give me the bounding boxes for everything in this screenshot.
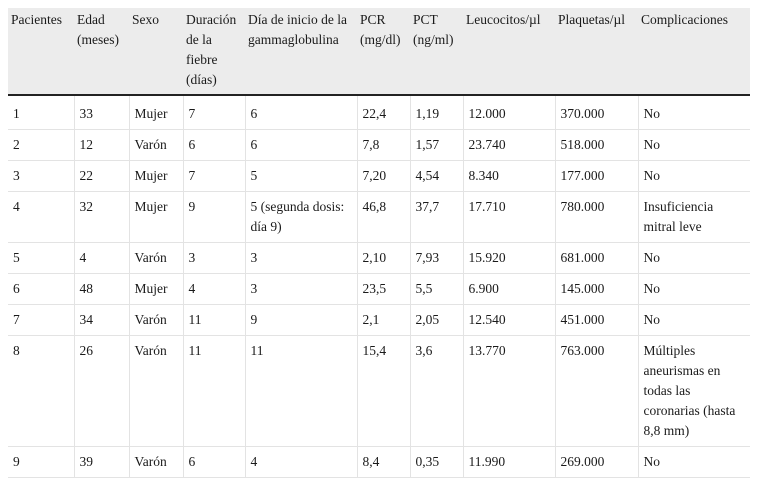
- table-cell: 763.000: [555, 336, 638, 447]
- table-cell: 5: [8, 243, 74, 274]
- table-cell: 23,5: [357, 274, 410, 305]
- table-cell: No: [638, 243, 750, 274]
- table-cell: No: [638, 130, 750, 161]
- table-cell: 12.540: [463, 305, 555, 336]
- table-cell: 7: [183, 95, 245, 130]
- table-cell: Varón: [129, 447, 183, 478]
- table-cell: 5 (segunda dosis: día 9): [245, 192, 357, 243]
- table-cell: Varón: [129, 336, 183, 447]
- table-cell: Mujer: [129, 161, 183, 192]
- table-cell: 8,4: [357, 447, 410, 478]
- col-header: Duración de la fiebre (días): [183, 8, 245, 95]
- table-cell: 11: [245, 336, 357, 447]
- table-row: [8, 336, 750, 447]
- table-cell: 4: [8, 192, 74, 243]
- table-cell: Mujer: [129, 274, 183, 305]
- table-cell: 34: [74, 305, 129, 336]
- table-cell: 26: [74, 336, 129, 447]
- table-cell: Varón: [129, 305, 183, 336]
- table-cell: 1: [8, 95, 74, 130]
- col-header: Plaquetas/µl: [555, 8, 638, 95]
- table-cell: 17.710: [463, 192, 555, 243]
- patients-table: [8, 8, 750, 478]
- table-cell: 681.000: [555, 243, 638, 274]
- table-cell: 3: [8, 161, 74, 192]
- table-cell: 7: [183, 161, 245, 192]
- table-cell: Varón: [129, 243, 183, 274]
- table-cell: 6: [245, 95, 357, 130]
- table-cell: 7,93: [410, 243, 463, 274]
- col-header: Complicaciones: [638, 8, 750, 95]
- table-cell: Mujer: [129, 192, 183, 243]
- col-header: Sexo: [129, 8, 183, 95]
- col-header: PCT (ng/ml): [410, 8, 463, 95]
- table-cell: 11: [183, 336, 245, 447]
- table-cell: 4: [183, 274, 245, 305]
- table-cell: No: [638, 447, 750, 478]
- col-header: PCR (mg/dl): [357, 8, 410, 95]
- table-cell: 4: [74, 243, 129, 274]
- table-cell: 177.000: [555, 161, 638, 192]
- table-cell: 7: [8, 305, 74, 336]
- table-cell: 2,05: [410, 305, 463, 336]
- table-cell: 1,57: [410, 130, 463, 161]
- table-cell: 32: [74, 192, 129, 243]
- table-row: [8, 95, 750, 130]
- col-header: Día de inicio de la gammaglobulina: [245, 8, 357, 95]
- table-cell: 23.740: [463, 130, 555, 161]
- table-cell: 33: [74, 95, 129, 130]
- table-cell: 6: [183, 447, 245, 478]
- table-cell: 269.000: [555, 447, 638, 478]
- table-cell: 3: [245, 274, 357, 305]
- table-cell: 9: [183, 192, 245, 243]
- table-cell: 6: [8, 274, 74, 305]
- table-cell: 4: [245, 447, 357, 478]
- table-cell: 37,7: [410, 192, 463, 243]
- table-cell: 780.000: [555, 192, 638, 243]
- table-cell: 451.000: [555, 305, 638, 336]
- table-cell: 9: [245, 305, 357, 336]
- table-cell: No: [638, 305, 750, 336]
- table-row: [8, 243, 750, 274]
- table-row: [8, 305, 750, 336]
- table-cell: No: [638, 161, 750, 192]
- table-cell: 370.000: [555, 95, 638, 130]
- table-cell: 5: [245, 161, 357, 192]
- table-cell: 15.920: [463, 243, 555, 274]
- table-row: [8, 447, 750, 478]
- table-cell: Múltiples aneurismas en todas las coronarias (hasta 8,8 mm): [638, 336, 750, 447]
- table-cell: 12: [74, 130, 129, 161]
- table-cell: 46,8: [357, 192, 410, 243]
- table-cell: 6.900: [463, 274, 555, 305]
- table-cell: 12.000: [463, 95, 555, 130]
- table-cell: 48: [74, 274, 129, 305]
- col-header: Pacientes: [8, 8, 74, 95]
- table-body: [8, 95, 750, 478]
- table-cell: 13.770: [463, 336, 555, 447]
- table-cell: 15,4: [357, 336, 410, 447]
- table-cell: 7,20: [357, 161, 410, 192]
- header-row: [8, 8, 750, 95]
- table-cell: 3: [183, 243, 245, 274]
- table-cell: 0,35: [410, 447, 463, 478]
- table-cell: 22,4: [357, 95, 410, 130]
- table-cell: 22: [74, 161, 129, 192]
- table-cell: 39: [74, 447, 129, 478]
- table-cell: 6: [245, 130, 357, 161]
- col-header: Edad (meses): [74, 8, 129, 95]
- col-header: Leucocitos/µl: [463, 8, 555, 95]
- table-cell: 145.000: [555, 274, 638, 305]
- table-cell: 2,1: [357, 305, 410, 336]
- table-cell: 8: [8, 336, 74, 447]
- table-cell: 6: [183, 130, 245, 161]
- table-cell: 4,54: [410, 161, 463, 192]
- table-cell: 3,6: [410, 336, 463, 447]
- table-row: [8, 192, 750, 243]
- table-cell: 518.000: [555, 130, 638, 161]
- table-cell: Varón: [129, 130, 183, 161]
- table-row: [8, 274, 750, 305]
- table-cell: 3: [245, 243, 357, 274]
- table-cell: 2,10: [357, 243, 410, 274]
- table-cell: Insuficiencia mitral leve: [638, 192, 750, 243]
- table-cell: No: [638, 95, 750, 130]
- table-cell: 5,5: [410, 274, 463, 305]
- table-cell: 9: [8, 447, 74, 478]
- table-row: [8, 130, 750, 161]
- table-cell: 2: [8, 130, 74, 161]
- table-cell: No: [638, 274, 750, 305]
- table-cell: 11.990: [463, 447, 555, 478]
- table-cell: 1,19: [410, 95, 463, 130]
- table-cell: Mujer: [129, 95, 183, 130]
- table-cell: 8.340: [463, 161, 555, 192]
- table-cell: 11: [183, 305, 245, 336]
- table-cell: 7,8: [357, 130, 410, 161]
- table-row: [8, 161, 750, 192]
